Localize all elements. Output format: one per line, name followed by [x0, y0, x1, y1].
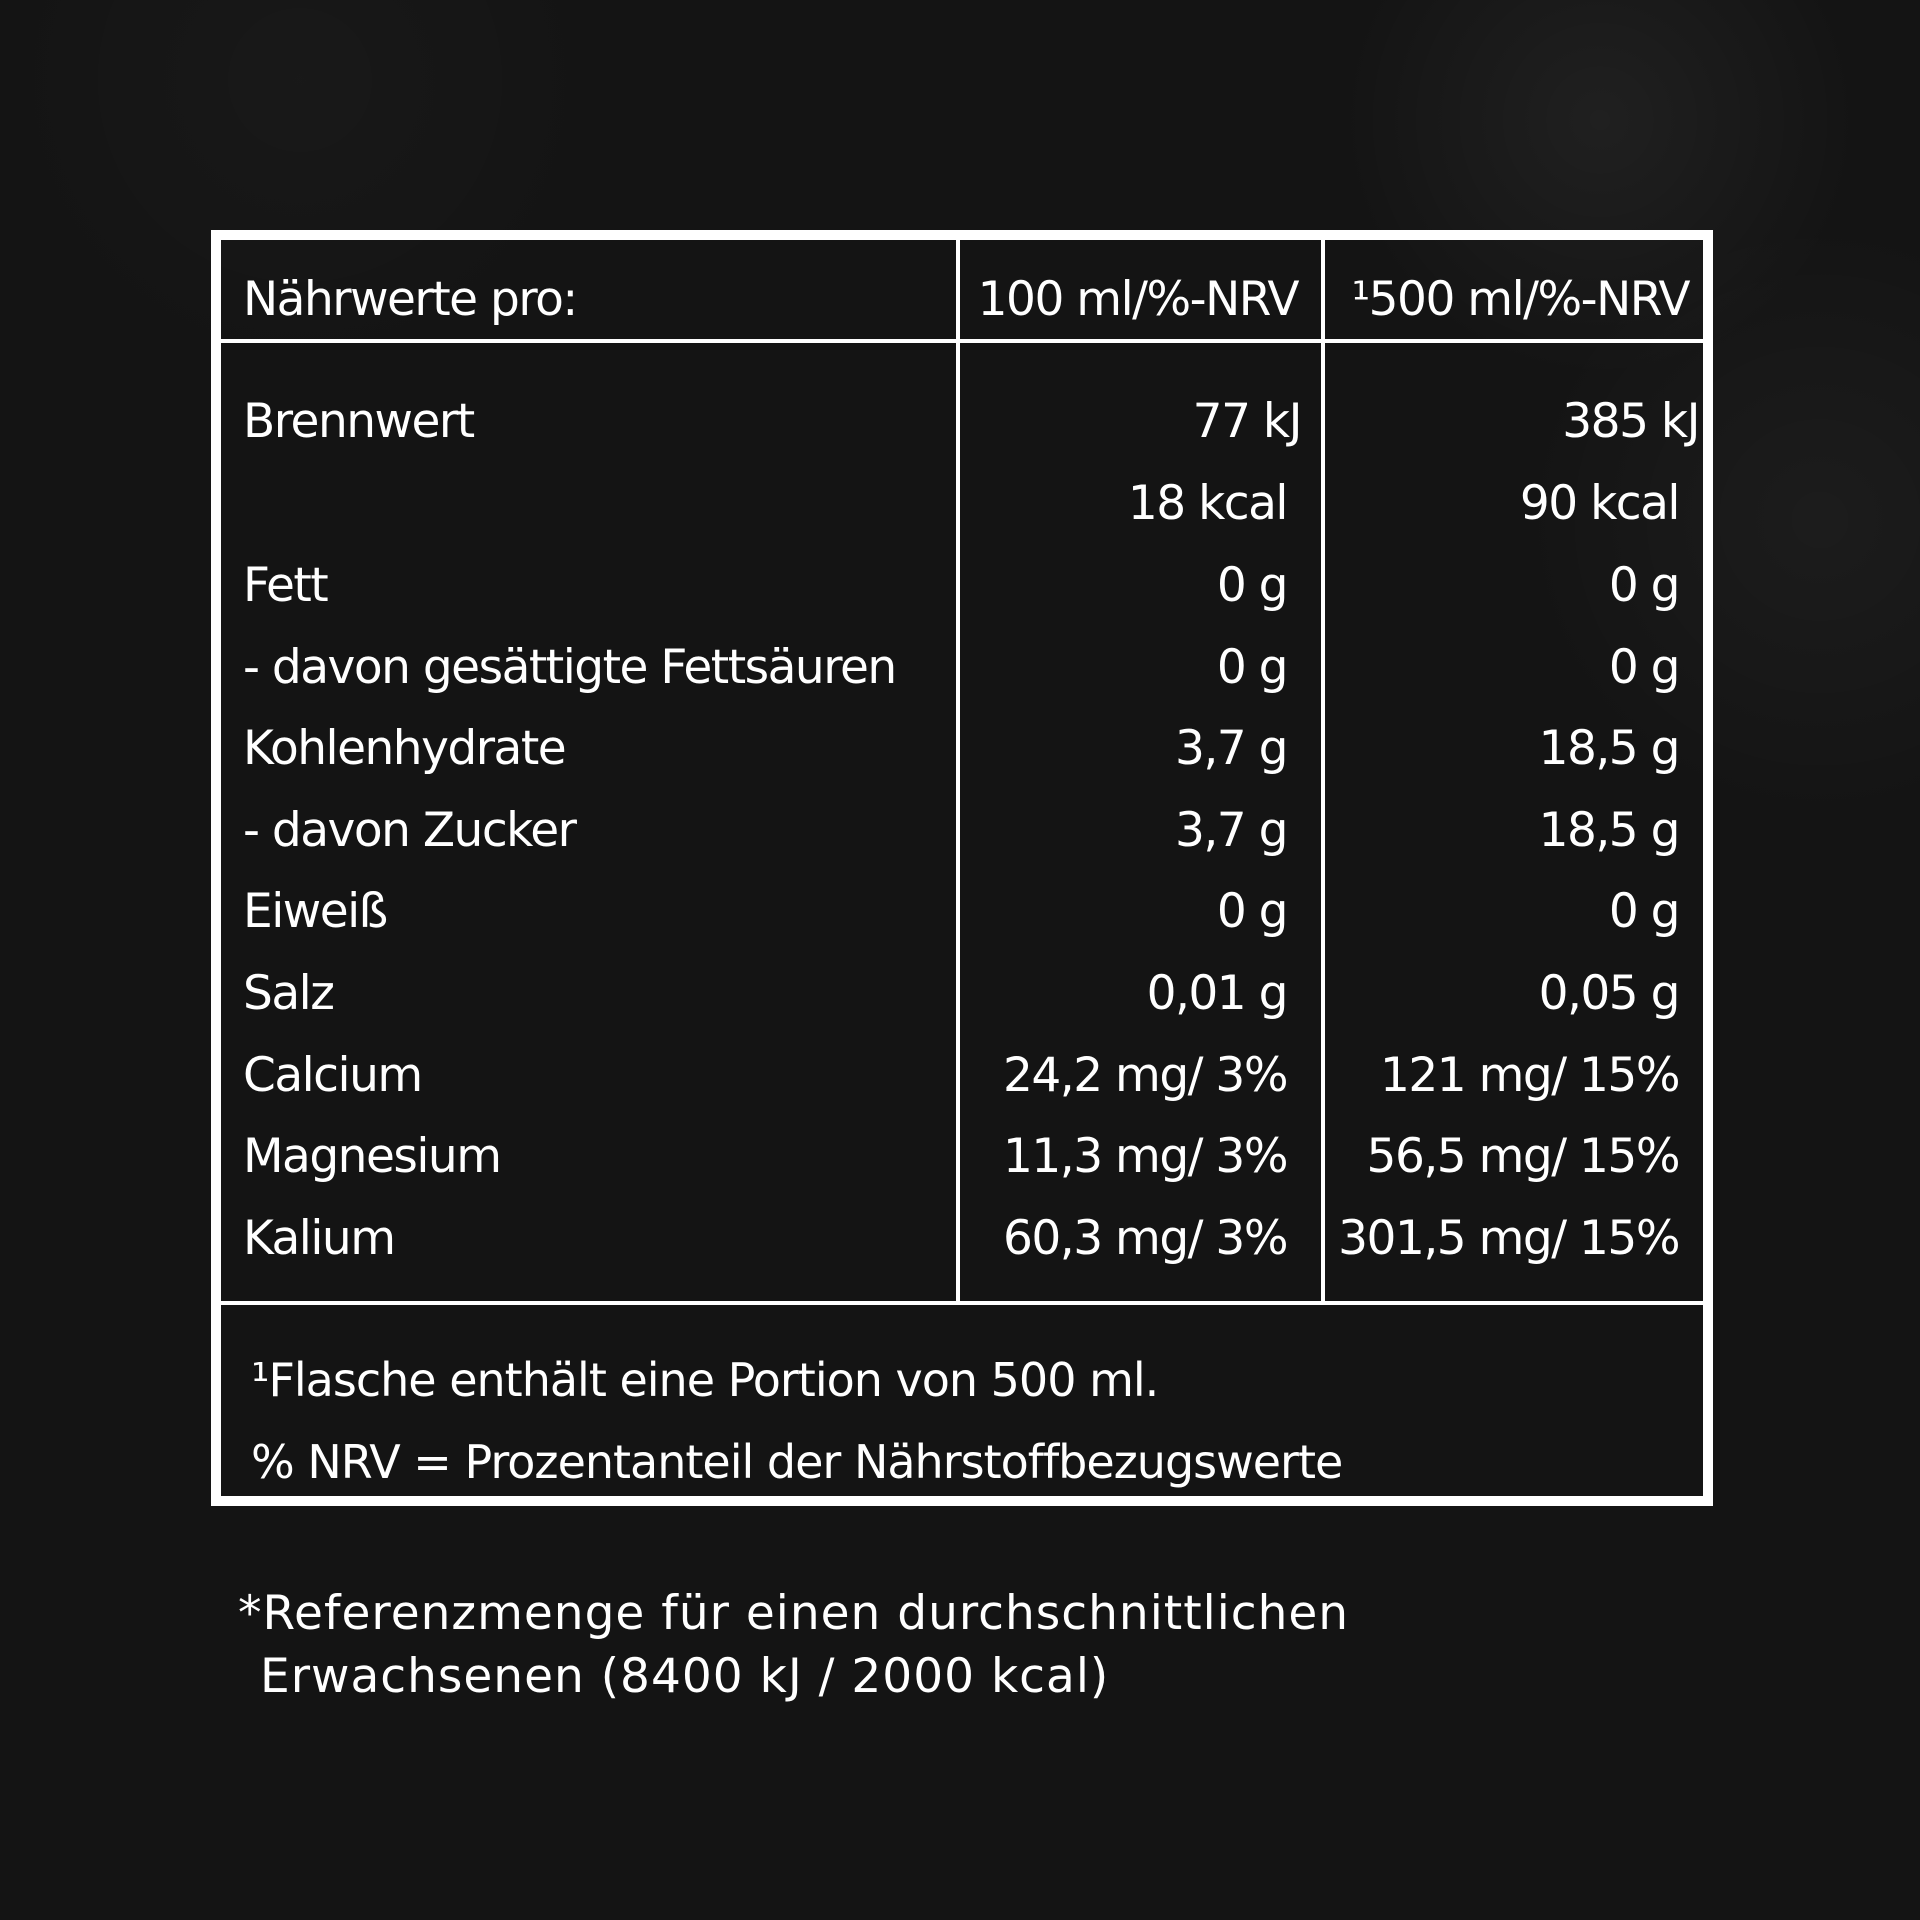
row-value-100ml: 77 kJ — [1192, 394, 1301, 449]
row-label: Salz — [243, 966, 334, 1021]
row-value-100ml: 60,3 mg/ 3% — [1002, 1211, 1287, 1266]
column-divider — [1321, 240, 1325, 1301]
header-col-100ml: 100 ml/%-NRV — [977, 272, 1298, 327]
row-label: Calcium — [243, 1048, 422, 1103]
row-value-500ml: 0,05 g — [1538, 966, 1679, 1021]
row-value-100ml: 0 g — [1216, 640, 1287, 695]
row-label: Fett — [243, 558, 328, 613]
row-label: Eiweiß — [243, 884, 387, 939]
row-value-500ml: 0 g — [1608, 884, 1679, 939]
row-value-500ml: 0 g — [1608, 558, 1679, 613]
footnote-portion: ¹Flasche enthält eine Portion von 500 ml. — [251, 1353, 1159, 1407]
footer-divider — [221, 1301, 1703, 1305]
header-divider — [221, 339, 1703, 343]
nutrition-table — [211, 230, 1713, 1506]
row-value-100ml: 24,2 mg/ 3% — [1002, 1048, 1287, 1103]
row-value-100ml: 3,7 g — [1174, 721, 1287, 776]
row-value-100ml: 11,3 mg/ 3% — [1002, 1129, 1287, 1184]
column-divider — [956, 240, 960, 1301]
row-label: Magnesium — [243, 1129, 501, 1184]
row-label: - davon gesättigte Fettsäuren — [243, 640, 896, 695]
row-value-100ml: 0 g — [1216, 884, 1287, 939]
row-label: - davon Zucker — [243, 803, 576, 858]
row-value-500ml: 0 g — [1608, 640, 1679, 695]
row-value-500ml: 18,5 g — [1538, 721, 1679, 776]
reference-note-line1: *Referenzmenge für einen durchschnittlichen — [238, 1586, 1350, 1641]
row-label: Brennwert — [243, 394, 474, 449]
row-value-500ml: 18,5 g — [1538, 803, 1679, 858]
header-label: Nährwerte pro: — [243, 272, 577, 327]
row-value-100ml: 3,7 g — [1174, 803, 1287, 858]
row-value-100ml: 0 g — [1216, 558, 1287, 613]
row-value-100ml: 18 kcal — [1127, 476, 1287, 531]
row-value-500ml: 385 kJ — [1562, 394, 1699, 449]
row-label: Kohlenhydrate — [243, 721, 566, 776]
row-value-500ml: 301,5 mg/ 15% — [1338, 1211, 1679, 1266]
footnote-nrv: % NRV = Prozentanteil der Nährstoffbezugswerte — [251, 1435, 1343, 1489]
row-value-500ml: 90 kcal — [1519, 476, 1679, 531]
header-col-500ml: ¹500 ml/%-NRV — [1351, 272, 1689, 327]
reference-note-line2: Erwachsenen (8400 kJ / 2000 kcal) — [260, 1649, 1110, 1704]
row-label: Kalium — [243, 1211, 395, 1266]
row-value-500ml: 121 mg/ 15% — [1379, 1048, 1679, 1103]
row-value-100ml: 0,01 g — [1146, 966, 1287, 1021]
row-value-500ml: 56,5 mg/ 15% — [1366, 1129, 1679, 1184]
